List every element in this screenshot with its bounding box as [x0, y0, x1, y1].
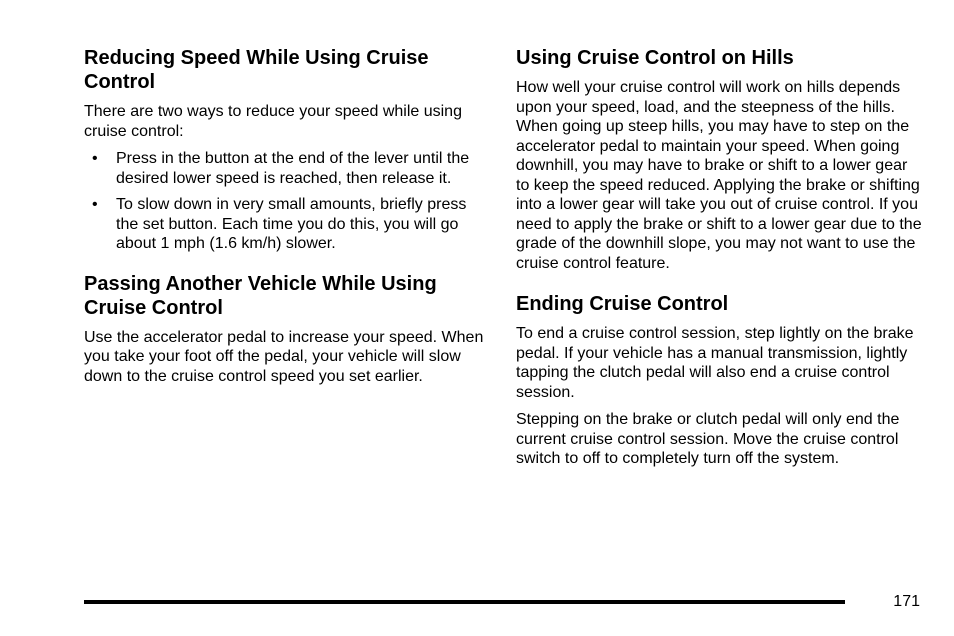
list-item-text: To slow down in very small amounts, briefly press the set button. Each time you do this, you will go about 1 mph (1.6 km/h) slower. — [116, 196, 467, 252]
heading-reducing-speed: Reducing Speed While Using Cruise Control — [84, 47, 429, 93]
reducing-speed-list — [84, 149, 489, 254]
section-spacer — [516, 281, 924, 292]
bullet-icon: • — [92, 196, 98, 213]
cruise-hills-body: How well your cruise control will work on hills depends upon your speed, load, and the steepness of the hills. When going up steep hills, you may have to step on the accelerator pedal to maintain your speed. When going downhill, you may have to brake or shift to a lower gear to keep the speed reduced. Applying the brake or shifting into a lower gear will take you out of cruise control. If you need to apply the brake or shift to a lower gear due to the grade of the downhill slope, you may not want to use the cruise control feature. — [516, 79, 922, 272]
list-item-text: Press in the button at the end of the lever until the desired lower speed is reached, then release it. — [116, 150, 470, 187]
heading-cruise-hills: Using Cruise Control on Hills — [516, 47, 794, 69]
ending-cruise-paragraph-2: Stepping on the brake or clutch pedal will only end the current cruise control session. Move the cruise control switch to off to completely turn off the system. — [516, 411, 900, 467]
left-column — [84, 46, 489, 394]
page-number: 171 — [893, 593, 920, 610]
footer-divider — [84, 600, 845, 604]
heading-passing-vehicle: Passing Another Vehicle While Using Cruise Control — [84, 272, 437, 319]
ending-cruise-paragraph-1: To end a cruise control session, step lightly on the brake pedal. If your vehicle has a manual transmission, lightly tapping the clutch pedal will also end a cruise control session. — [516, 325, 914, 401]
list-item — [84, 195, 489, 254]
right-column — [516, 46, 924, 477]
section-spacer — [84, 261, 489, 272]
bullet-icon: • — [92, 150, 98, 167]
heading-ending-cruise: Ending Cruise Control — [516, 293, 729, 315]
passing-vehicle-body: Use the accelerator pedal to increase your speed. When you take your foot off the pedal, your vehicle will slow down to the cruise control speed you set earlier. — [84, 328, 484, 385]
list-item — [84, 149, 489, 188]
reducing-speed-intro: There are two ways to reduce your speed while using cruise control: — [84, 103, 462, 140]
